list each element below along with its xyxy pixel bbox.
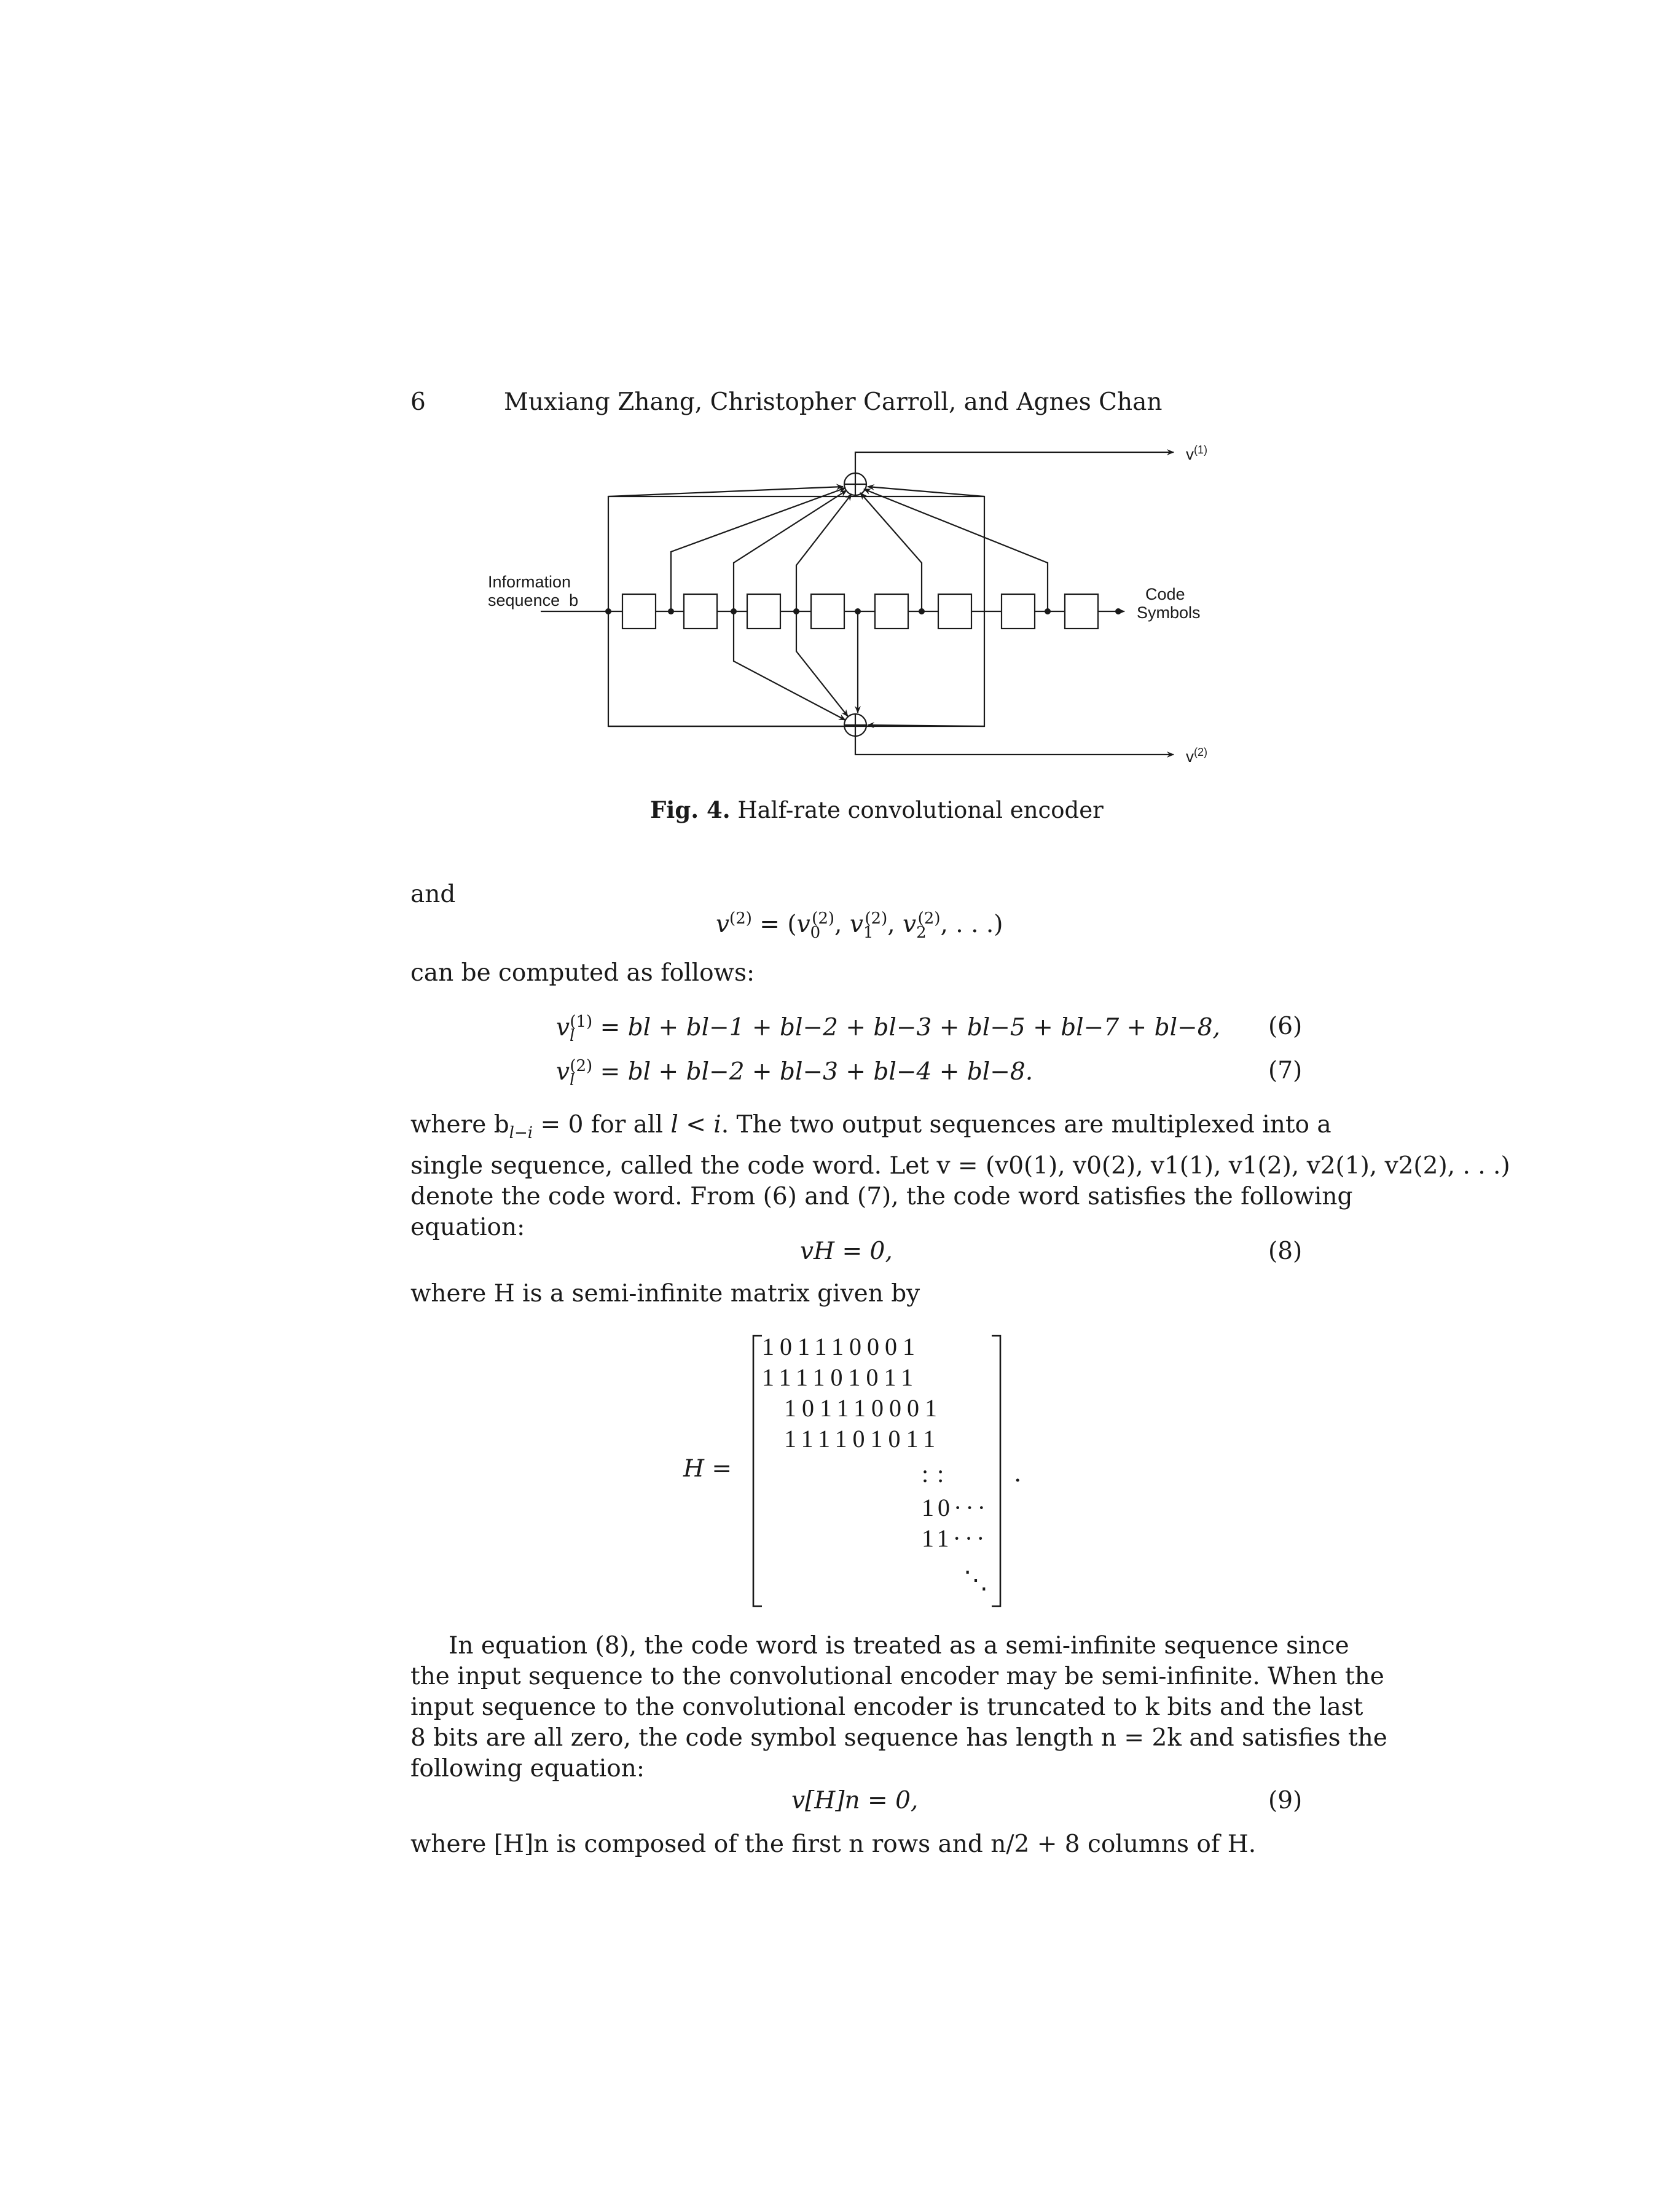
matrix-row-2: 111101011 (762, 1363, 919, 1391)
equation-7: $v_l^{(2)}$ = bl + bl−2 + bl−3 + bl−4 + bl−8. (556, 1057, 1033, 1089)
register-cell (938, 594, 971, 629)
v2-definition: $v^{(2)} = (v_0^{(2)}$, $v_1^{(2)}$, $v_2^{(2)}$, . . .) (716, 909, 1003, 942)
v1-output-line (855, 452, 1174, 473)
final-line: where [H]n is composed of the first n rows and n/2 + 8 columns of H. (410, 1830, 1257, 1858)
output-label-line2: Symbols (1137, 603, 1201, 622)
eq7-rhs: = bl + bl−2 + bl−3 + bl−4 + bl−8. (600, 1058, 1033, 1086)
and-text: and (410, 880, 456, 908)
computed-text: can be computed as follows: (410, 959, 755, 987)
equation-9: v[H]n = 0, (791, 1787, 919, 1814)
register-cell (1065, 594, 1098, 629)
input-label-line1: Information (488, 573, 571, 591)
running-head-authors: Muxiang Zhang, Christopher Carroll, and Agnes Chan (504, 388, 1163, 416)
figure-caption: Fig. 4. Half-rate convolutional encoder (650, 796, 1104, 823)
eq9-number: (9) (1268, 1787, 1303, 1814)
matrix-period: . (1014, 1460, 1022, 1488)
eq6-rhs: = bl + bl−1 + bl−2 + bl−3 + bl−5 + bl−7 + bl−8, (600, 1014, 1220, 1041)
register-cell (747, 594, 780, 629)
eq7-number: (7) (1268, 1057, 1303, 1084)
eq6-number: (6) (1268, 1013, 1303, 1040)
v1-label: $v^{(1)}$ (1186, 444, 1207, 463)
matrix-ddots: ⋱ (963, 1566, 994, 1594)
encoder-diagram (479, 442, 1247, 786)
page-number: 6 (410, 388, 426, 416)
register-cell (684, 594, 717, 629)
register-cell (875, 594, 908, 629)
output-label-line1: Code (1145, 585, 1185, 603)
where-H-text: where H is a semi-infinite matrix given by (410, 1280, 920, 1308)
v2-output-line (855, 736, 1174, 755)
matrix-row-4: 111101011 (784, 1425, 941, 1453)
matrix-tail-2: 11··· (922, 1524, 989, 1552)
paragraph-2: In equation (8), the code word is treated as a semi-infinite sequence since the input sequence to the convolutional encoder may be semi-infinite. When the input sequence to the convolutional encoder is truncated to k bits and the last 8 bits are all zero, the code symbol sequence has length n = 2k and satisfies the following equation: (410, 1632, 1387, 1783)
paragraph-1: where $b_{l-i} = 0$ for all l < i. The two output sequences are multiplexed into a single sequence, called the code word. Let v = (v0(1), v0(2), v1(1), v1(2), v2(1), v2(2), . . .) denote the code word. From (6) and (7), the code word satisfies the following equation: (410, 1111, 1510, 1241)
v2-label: $v^{(2)}$ (1186, 746, 1207, 766)
matrix-vdots: : : (922, 1460, 946, 1488)
register-cell (622, 594, 656, 629)
eq8-number: (8) (1268, 1237, 1303, 1265)
equation-8: vH = 0, (800, 1237, 893, 1265)
register-cell (1002, 594, 1035, 629)
input-label-line2: sequence b (488, 591, 579, 610)
matrix-row-1: 101110001 (762, 1333, 921, 1360)
register-cell (811, 594, 844, 629)
matrix-row-3: 101110001 (784, 1394, 943, 1422)
matrix-tail-1: 10··· (922, 1494, 989, 1521)
equation-6: $v_l^{(1)}$ = bl + bl−1 + bl−2 + bl−3 + bl−5 + bl−7 + bl−8, (556, 1013, 1220, 1045)
H-label: H = (683, 1455, 732, 1483)
